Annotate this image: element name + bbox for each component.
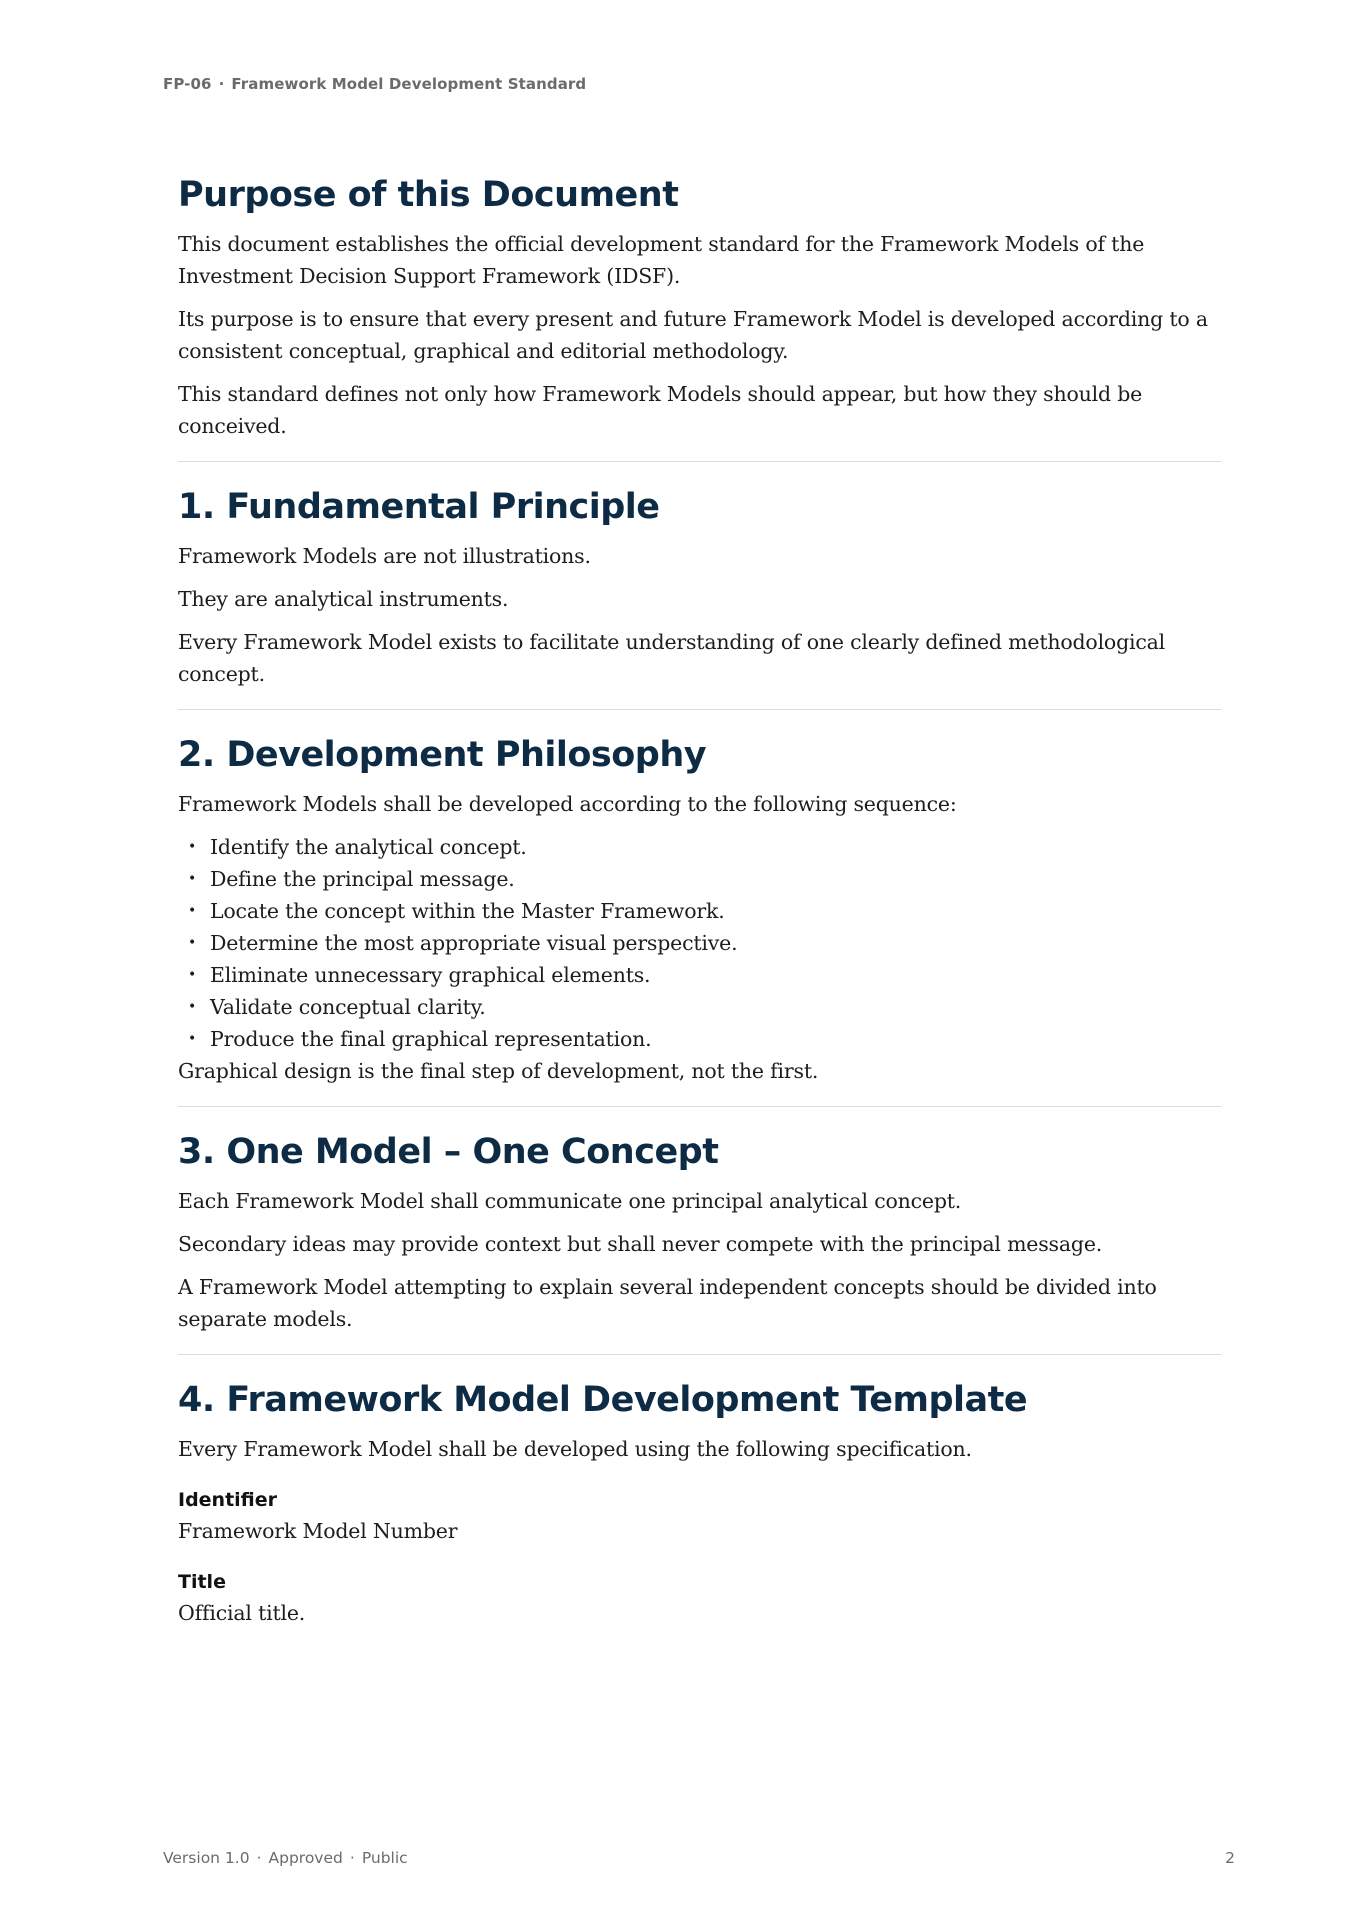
development-template-section (178, 1377, 1221, 1629)
list-item-text: Determine the most appropriate visual perspective. (210, 931, 738, 955)
section-heading: 1. Fundamental Principle (178, 487, 660, 527)
list-item (178, 895, 1221, 927)
paragraph: Every Framework Model exists to facilitate understanding of one clearly defined methodological concept. (178, 630, 1166, 686)
paragraph: Secondary ideas may provide context but shall never compete with the principal message. (178, 1232, 1103, 1256)
bullet-icon: • (188, 1031, 197, 1047)
document-code: FP-06 (163, 75, 212, 93)
list-item (178, 1023, 1221, 1055)
classification-label: Public (361, 1849, 408, 1867)
list-item (178, 927, 1221, 959)
status-label: Approved (268, 1849, 343, 1867)
list-item (178, 991, 1221, 1023)
list-item (178, 831, 1221, 863)
bullet-icon: • (188, 839, 197, 855)
section-divider (178, 461, 1221, 462)
section-heading: 4. Framework Model Development Template (178, 1380, 1028, 1420)
paragraph: A Framework Model attempting to explain several independent concepts should be divided into separate models. (178, 1275, 1157, 1331)
header-separator: · (218, 75, 225, 93)
paragraph: This document establishes the official development standard for the Framework Models of the Investment Decision Support Framework (IDSF). (178, 232, 1145, 288)
list-item-text: Identify the analytical concept. (210, 835, 527, 859)
section-heading: 2. Development Philosophy (178, 735, 707, 775)
paragraph: Its purpose is to ensure that every present and future Framework Model is developed according to a consistent conceptual, graphical and editorial methodology. (178, 307, 1208, 363)
purpose-heading: Purpose of this Document (178, 175, 679, 215)
version-label: Version 1.0 (163, 1849, 250, 1867)
paragraph: Framework Models shall be developed according to the following sequence: (178, 792, 957, 816)
section-heading: 3. One Model – One Concept (178, 1132, 719, 1172)
paragraph: Every Framework Model shall be developed using the following specification. (178, 1437, 972, 1461)
list-item-text: Define the principal message. (210, 867, 515, 891)
bullet-icon: • (188, 903, 197, 919)
development-steps-list (178, 831, 1221, 1055)
paragraph: They are analytical instruments. (178, 587, 509, 611)
paragraph: This standard defines not only how Framework Models should appear, but how they should be conceived. (178, 382, 1143, 438)
list-item (178, 863, 1221, 895)
list-item-text: Locate the concept within the Master Framework. (210, 899, 725, 923)
running-footer (163, 1849, 408, 1867)
paragraph: Each Framework Model shall communicate one principal analytical concept. (178, 1189, 962, 1213)
section-divider (178, 1354, 1221, 1355)
footer-separator: · (349, 1849, 355, 1867)
paragraph: Graphical design is the final step of development, not the first. (178, 1059, 819, 1083)
bullet-icon: • (188, 935, 197, 951)
section-divider (178, 1106, 1221, 1107)
document-title: Framework Model Development Standard (231, 75, 587, 93)
field-label: Title (178, 1571, 226, 1593)
field-value: Framework Model Number (178, 1519, 458, 1543)
template-field (178, 1567, 1221, 1629)
footer-separator: · (256, 1849, 262, 1867)
bullet-icon: • (188, 871, 197, 887)
bullet-icon: • (188, 999, 197, 1015)
fundamental-principle-section (178, 484, 1221, 690)
paragraph: Framework Models are not illustrations. (178, 544, 591, 568)
list-item-text: Eliminate unnecessary graphical elements. (210, 963, 651, 987)
document-body (178, 172, 1221, 1629)
field-value: Official title. (178, 1601, 306, 1625)
list-item-text: Produce the final graphical representation. (210, 1027, 652, 1051)
field-label: Identifier (178, 1489, 278, 1511)
section-divider (178, 709, 1221, 710)
one-model-one-concept-section (178, 1129, 1221, 1335)
template-field (178, 1485, 1221, 1547)
purpose-section (178, 172, 1221, 442)
running-header (163, 75, 586, 93)
development-philosophy-section (178, 732, 1221, 1087)
bullet-icon: • (188, 967, 197, 983)
list-item-text: Validate conceptual clarity. (210, 995, 486, 1019)
list-item (178, 959, 1221, 991)
page-number: 2 (1225, 1849, 1235, 1867)
